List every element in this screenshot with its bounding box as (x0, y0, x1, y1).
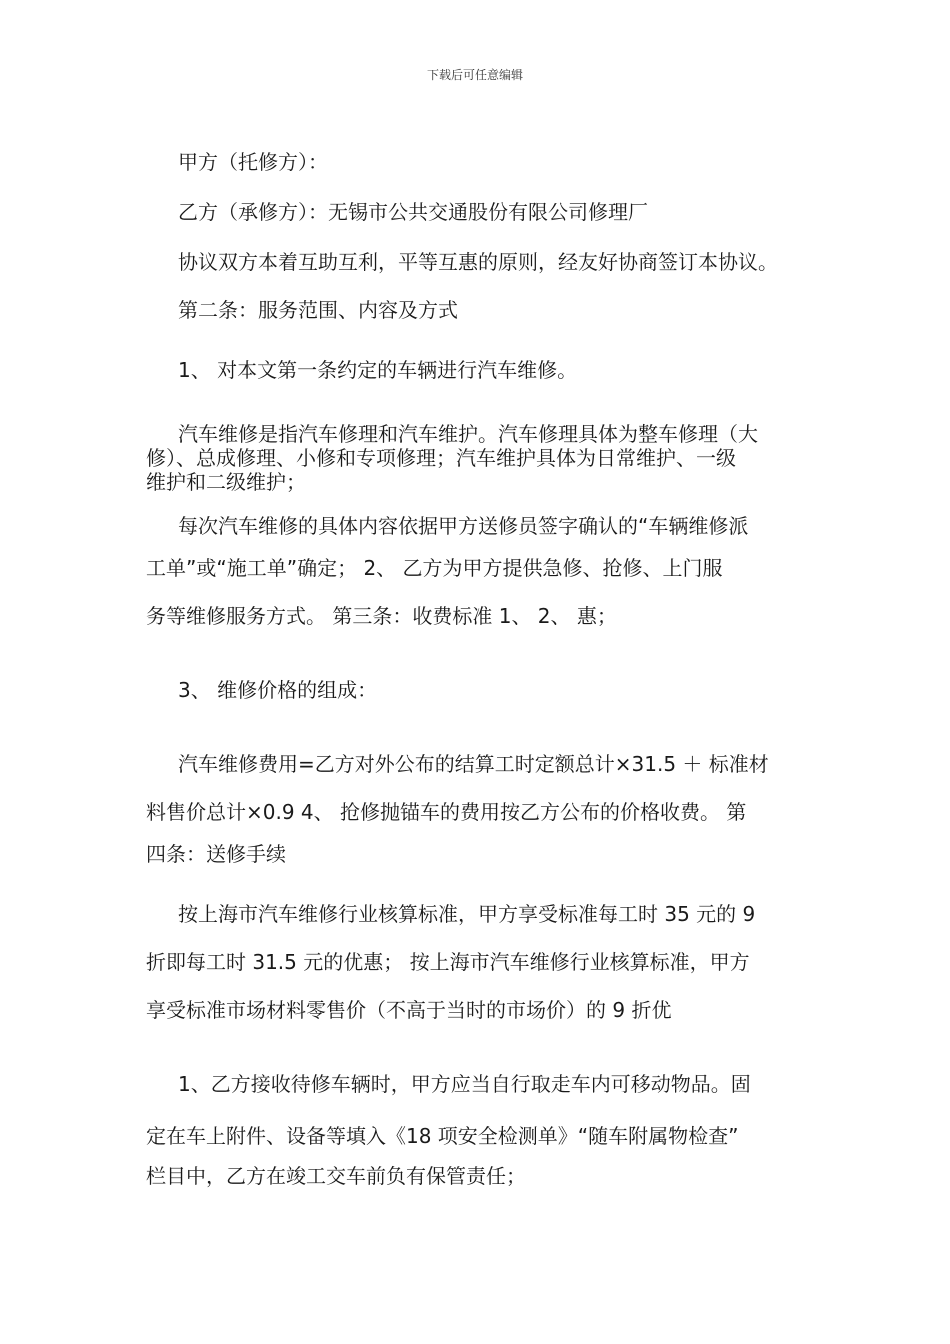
paragraph-line: 栏目中，乙方在竣工交车前负有保管责任； (146, 1164, 526, 1188)
paragraph-line: 定在车上附件、设备等填入《18 项安全检测单》“随车附属物检查” (146, 1124, 739, 1148)
paragraph-line: 汽车维修是指汽车修理和汽车维护。汽车修理具体为整车修理（大 (178, 422, 758, 446)
agreement-intro-line: 协议双方本着互助互利，平等互惠的原则，经友好协商签订本协议。 (178, 250, 778, 274)
paragraph-line: 务等维修服务方式。 第三条：收费标准 1、 2、 惠； (146, 604, 617, 628)
paragraph-line: 享受标准市场材料零售价（不高于当时的市场价）的 9 折优 (146, 998, 672, 1022)
paragraph-line: 折即每工时 31.5 元的优惠； 按上海市汽车维修行业核算标准，甲方 (146, 950, 750, 974)
paragraph-line: 料售价总计×0.9 4、 抢修抛锚车的费用按乙方公布的价格收费。 第 (146, 800, 747, 824)
paragraph-line: 每次汽车维修的具体内容依据甲方送修员签字确认的“车辆维修派 (178, 514, 749, 538)
paragraph-line: 汽车维修费用=乙方对外公布的结算工时定额总计×31.5 ＋ 标准材 (178, 752, 769, 776)
clause-line: 3、 维修价格的组成： (178, 678, 378, 702)
party-a-line: 甲方（托修方）： (178, 150, 328, 174)
paragraph-line: 维护和二级维护； (146, 470, 306, 494)
clause-line: 1、 对本文第一条约定的车辆进行汽车维修。 (178, 358, 578, 382)
paragraph-line: 四条：送修手续 (146, 842, 286, 866)
article-two-heading: 第二条：服务范围、内容及方式 (178, 298, 458, 322)
paragraph-line: 修）、总成修理、小修和专项修理；汽车维护具体为日常维护、一级 (146, 446, 736, 470)
paragraph-line: 1、乙方接收待修车辆时，甲方应当自行取走车内可移动物品。固 (178, 1072, 751, 1096)
paragraph-line: 工单”或“施工单”确定； 2、 乙方为甲方提供急修、抢修、上门服 (146, 556, 723, 580)
page-header: 下载后可任意编辑 (426, 68, 523, 82)
party-b-line: 乙方（承修方）：无锡市公共交通股份有限公司修理厂 (178, 200, 648, 224)
paragraph-line: 按上海市汽车维修行业核算标准，甲方享受标准每工时 35 元的 9 (178, 902, 756, 926)
